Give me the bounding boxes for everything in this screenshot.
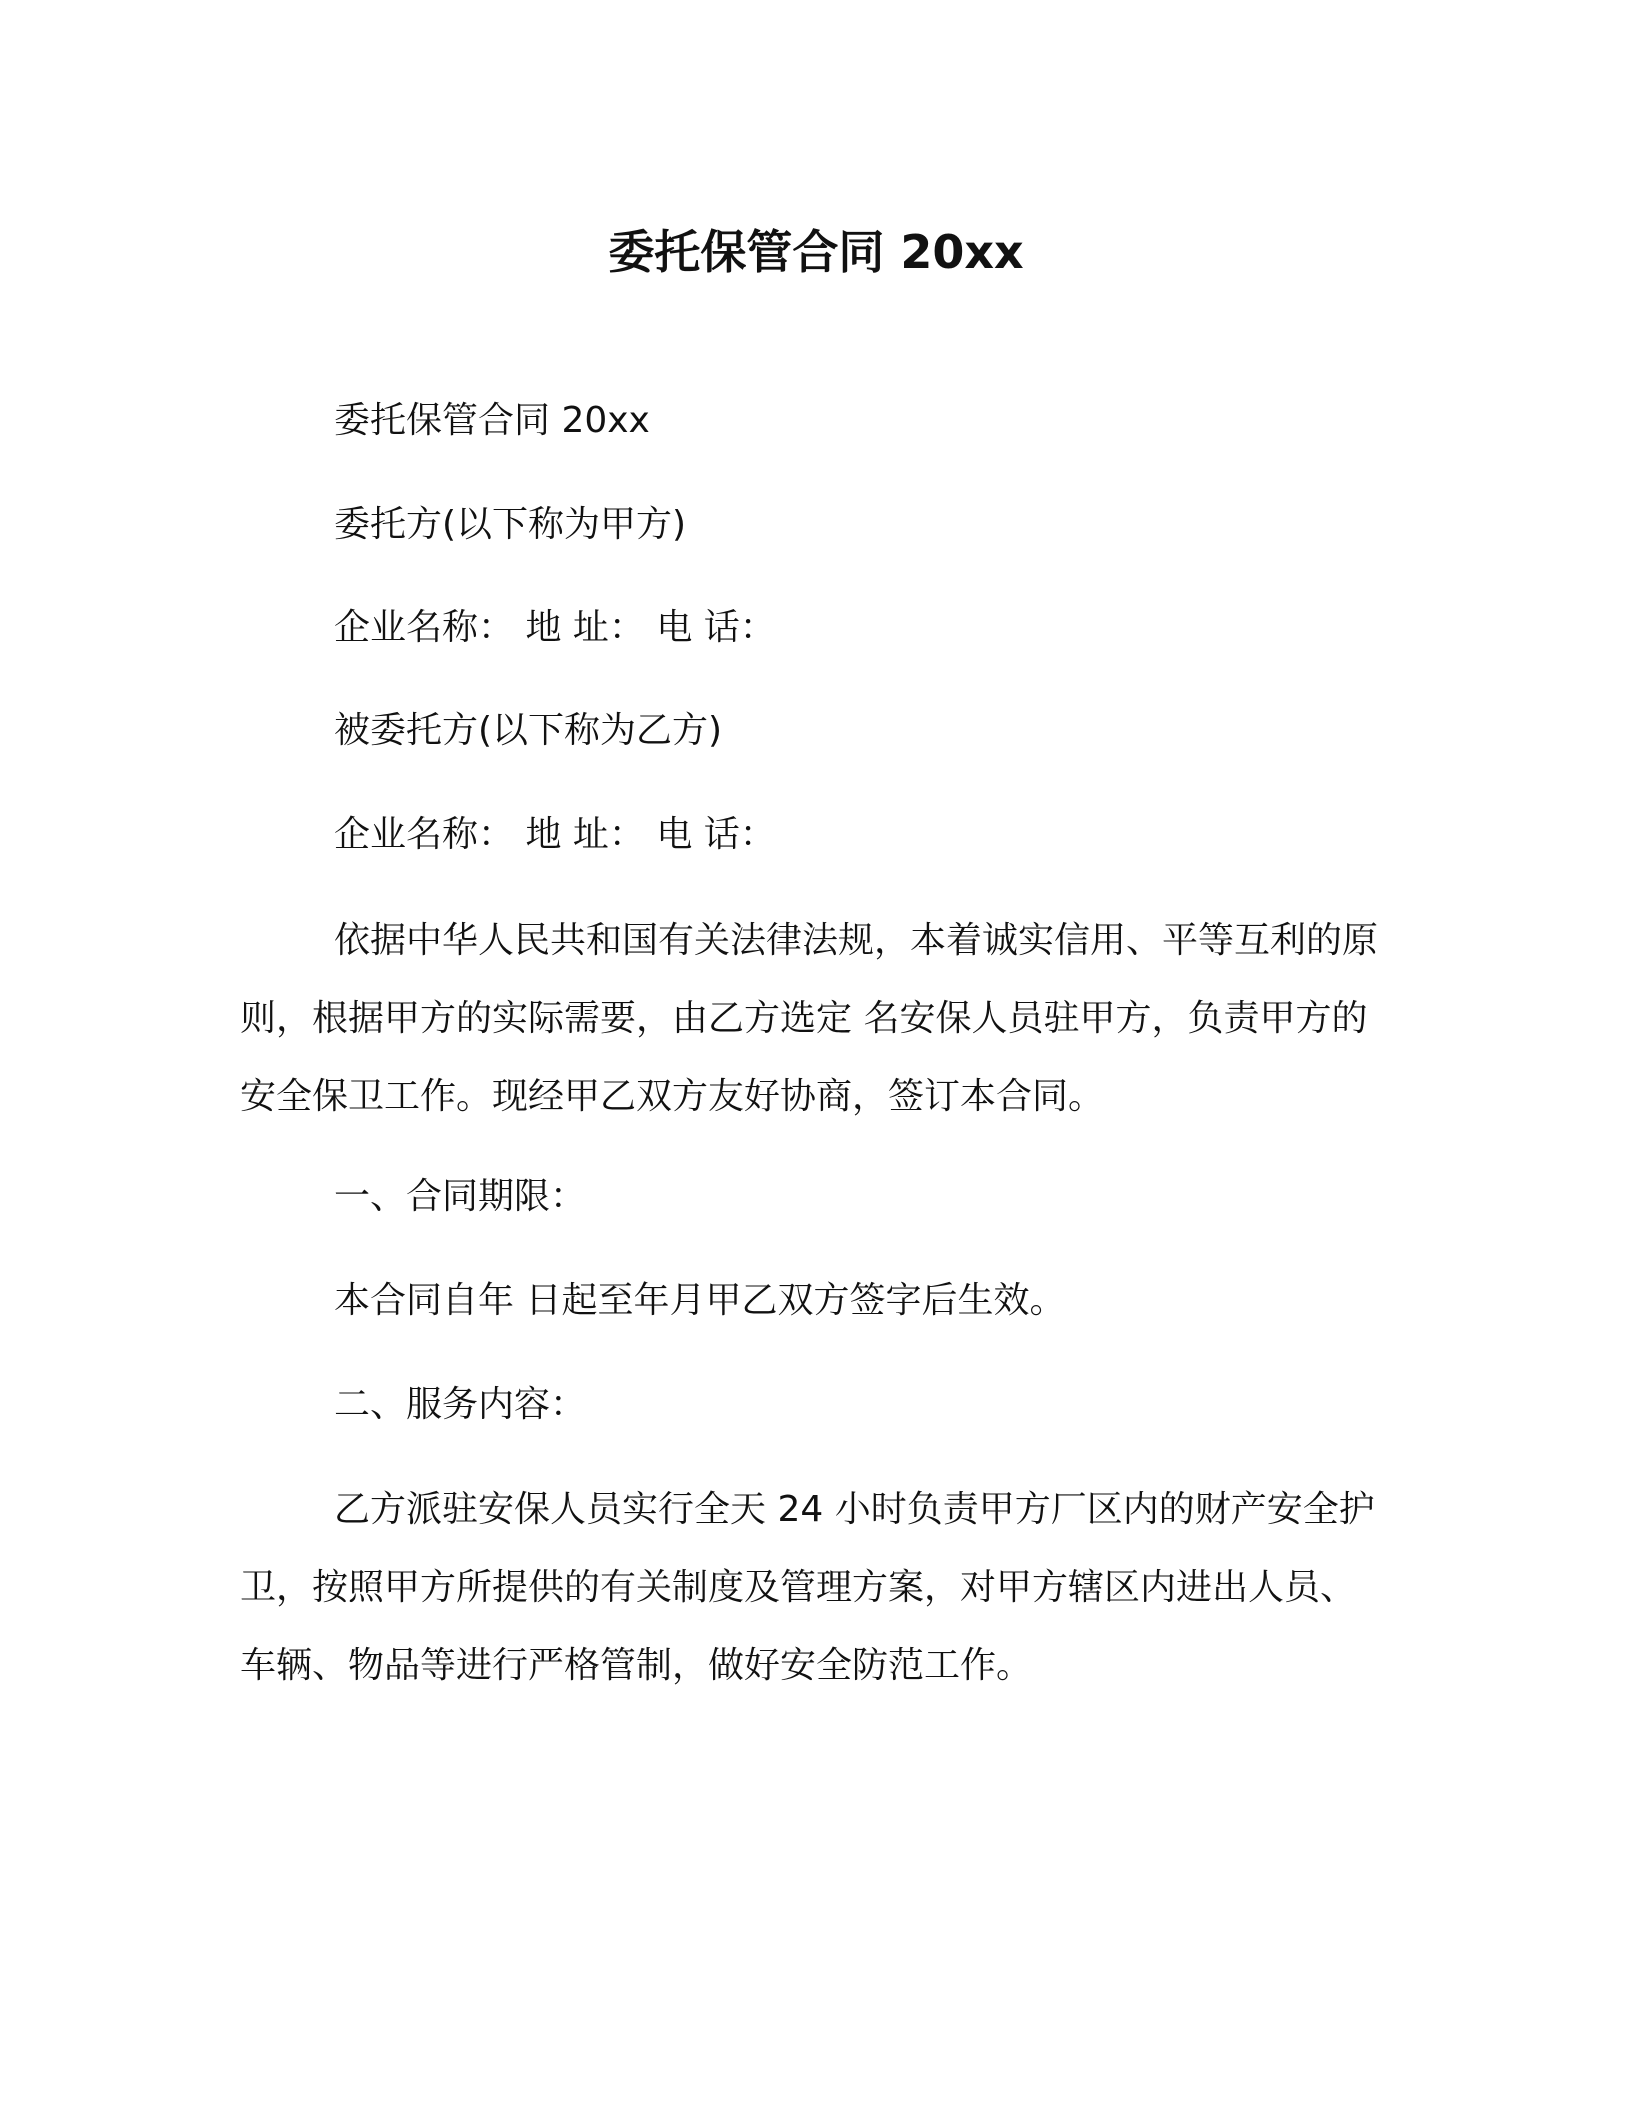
section-2-heading: 二、服务内容： bbox=[334, 1384, 587, 1425]
party-a-heading: 委托方(以下称为甲方) bbox=[334, 504, 687, 545]
section-1-heading: 一、合同期限： bbox=[334, 1176, 587, 1217]
subtitle-line: 委托保管合同 20xx bbox=[334, 400, 650, 441]
document-title: 委托保管合同 20xx bbox=[608, 225, 1024, 279]
section-1-text: 本合同自年 日起至年月甲乙双方签字后生效。 bbox=[334, 1280, 1066, 1321]
party-a-details: 企业名称： 地 址： 电 话： bbox=[334, 607, 776, 648]
party-b-details: 企业名称： 地 址： 电 话： bbox=[334, 814, 776, 855]
intro-paragraph: 依据中华人民共和国有关法律法规，本着诚实信用、平等互利的原则，根据甲方的实际需要，由乙方选定 名安保人员驻甲方，负责甲方的安全保卫工作。现经甲乙双方友好协商，签订本合同。 bbox=[240, 920, 1379, 1117]
section-2-paragraph: 乙方派驻安保人员实行全天 24 小时负责甲方厂区内的财产安全护卫，按照甲方所提供的有关制度及管理方案，对甲方辖区内进出人员、车辆、物品等进行严格管制，做好安全防范工作。 bbox=[240, 1489, 1375, 1686]
party-b-heading: 被委托方(以下称为乙方) bbox=[334, 710, 723, 751]
